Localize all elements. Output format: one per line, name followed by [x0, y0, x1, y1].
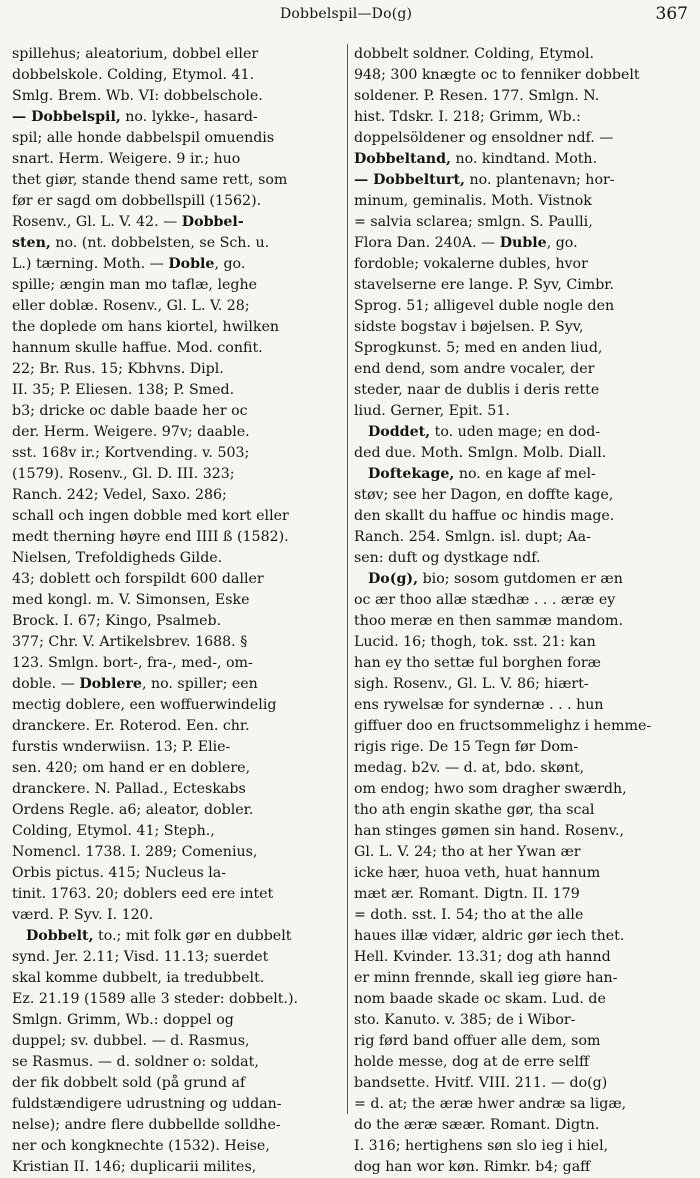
text-run: med kongl. m. V. Simonsen, Eske — [12, 592, 250, 608]
text-run: dog han wor køn. Rimkr. b4; gaff — [354, 1159, 591, 1175]
text-run: om endog; hwo som dragher swærdh, — [354, 781, 627, 797]
text-run: sigh. Rosenv., Gl. L. V. 86; hiært- — [354, 676, 589, 692]
text-line — [12, 632, 342, 653]
text-line — [354, 485, 688, 506]
left-column — [12, 44, 342, 1178]
text-run: 377; Chr. V. Artikelsbrev. 1688. § — [12, 634, 248, 650]
text-run: Hell. Kvinder. 13.31; dog ath hannd — [354, 949, 611, 965]
text-line — [12, 506, 342, 527]
text-line — [354, 380, 688, 401]
text-run: doble. — — [12, 676, 80, 692]
text-run: spillehus; aleatorium, dobbel eller — [12, 46, 259, 62]
text-run: no. (nt. dobbelsten, se Sch. u. — [50, 235, 270, 251]
text-line — [354, 401, 688, 422]
text-line — [354, 170, 688, 191]
text-line — [354, 254, 688, 275]
text-line — [12, 338, 342, 359]
text-line — [354, 863, 688, 884]
text-run: Ordens Regle. a6; aleator, dobler. — [12, 802, 254, 818]
text-line — [12, 233, 342, 254]
text-run: 22; Br. Rus. 15; Kbhvns. Dipl. — [12, 361, 224, 377]
text-run: dobbelskole. Colding, Etymol. 41. — [12, 67, 255, 83]
text-line — [12, 968, 342, 989]
text-line — [354, 527, 688, 548]
text-run: sen: duft og dystkage ndf. — [354, 550, 541, 566]
text-line — [12, 1115, 342, 1136]
text-line — [12, 842, 342, 863]
text-run: sst. 168v ir.; Kortvending. v. 503; — [12, 445, 250, 461]
text-run: der fik dobbelt sold (på grund af — [12, 1075, 246, 1091]
text-line — [354, 548, 688, 569]
text-line — [12, 569, 342, 590]
text-run: se Rasmus. — d. soldner o: soldat, — [12, 1054, 259, 1070]
text-line — [12, 107, 342, 128]
text-run: ner och kongknechte (1532). Heise, — [12, 1138, 270, 1154]
text-line — [12, 548, 342, 569]
text-line — [12, 44, 342, 65]
text-run: 948; 300 knægte oc to fenniker dobbelt — [354, 67, 640, 83]
text-run: rig førd band offuer alle dem, som — [354, 1033, 601, 1049]
text-run: 43; doblett och forspildt 600 daller — [12, 571, 264, 587]
text-run: = doth. sst. I. 54; tho at the alle — [354, 907, 584, 923]
text-line — [354, 443, 688, 464]
text-line — [354, 296, 688, 317]
text-run: end dend, som andre vocaler, der — [354, 361, 595, 377]
text-run: no. lykke-, hasard- — [120, 109, 258, 125]
text-line — [354, 947, 688, 968]
text-run: L.) tærning. Moth. — — [12, 256, 169, 272]
text-line — [12, 212, 342, 233]
text-line — [354, 611, 688, 632]
text-line — [354, 800, 688, 821]
text-line — [354, 674, 688, 695]
text-line — [354, 128, 688, 149]
text-line — [354, 716, 688, 737]
headword: Doble — [168, 256, 215, 272]
text-line — [354, 569, 688, 590]
text-line — [12, 1052, 342, 1073]
text-line — [12, 800, 342, 821]
text-line — [354, 590, 688, 611]
text-run: Nielsen, Trefoldigheds Gilde. — [12, 550, 223, 566]
text-run: sto. Kanuto. v. 385; de i Wibor- — [354, 1012, 576, 1028]
text-line — [354, 737, 688, 758]
headword: — Dobbelturt, — [354, 172, 465, 188]
text-line — [12, 254, 342, 275]
text-run: før er sagd om dobbellspill (1562). — [12, 193, 262, 209]
text-line — [354, 905, 688, 926]
text-line — [354, 1136, 688, 1157]
text-run: tho ath engin skathe gør, tha scal — [354, 802, 595, 818]
text-run: rigis rige. De 15 Tegn før Dom- — [354, 739, 579, 755]
text-line — [354, 653, 688, 674]
text-line — [12, 128, 342, 149]
headword: — Dobbelspil, — [12, 109, 121, 125]
text-line — [12, 1094, 342, 1115]
text-line — [12, 1157, 342, 1178]
text-line — [354, 926, 688, 947]
text-run: soldener. P. Resen. 177. Smlgn. N. — [354, 88, 600, 104]
text-line — [354, 191, 688, 212]
text-run: icke hær, huoa veth, huat hannum — [354, 865, 601, 881]
text-run: mæt ær. Romant. Digtn. II. 179 — [354, 886, 580, 902]
text-run: giffuer doo en fructsommelighz i hemme- — [354, 718, 652, 734]
text-line — [354, 1094, 688, 1115]
text-line — [12, 527, 342, 548]
text-line — [12, 926, 342, 947]
text-line — [354, 275, 688, 296]
text-run: = d. at; the æræ hwer andræ sa ligæ, — [354, 1096, 627, 1112]
text-run: hannum skulle haffue. Mod. confit. — [12, 340, 263, 356]
text-run: bandsette. Hvitf. VIII. 211. — do(g) — [354, 1075, 608, 1091]
right-column — [354, 44, 688, 1178]
text-run: to. uden mage; en dod- — [430, 424, 601, 440]
text-run: the doplede om hans kiortel, hwilken — [12, 319, 279, 335]
headword: Dobbel- — [181, 214, 244, 230]
text-line — [12, 296, 342, 317]
text-run: hist. Tdskr. I. 218; Grimm, Wb.: — [354, 109, 581, 125]
text-line — [354, 695, 688, 716]
text-line — [354, 149, 688, 170]
text-line — [12, 653, 342, 674]
text-line — [12, 149, 342, 170]
text-line — [12, 905, 342, 926]
text-line — [12, 716, 342, 737]
headword: Dobbelt, — [26, 928, 94, 944]
text-line — [12, 863, 342, 884]
column-divider — [347, 44, 348, 1114]
text-run: fordoble; vokalerne dubles, hvor — [354, 256, 588, 272]
text-run: spille; ængin man mo taflæ, leghe — [12, 277, 257, 293]
text-run: (1579). Rosenv., Gl. D. III. 323; — [12, 466, 235, 482]
text-run: han ey tho settæ ful borghen foræ — [354, 655, 601, 671]
text-run: Brock. I. 67; Kingo, Psalmeb. — [12, 613, 222, 629]
text-run: synd. Jer. 2.11; Visd. 11.13; suerdet — [12, 949, 269, 965]
text-run: haues illæ vidær, aldric gør iech thet. — [354, 928, 625, 944]
page-number: 367 — [655, 4, 688, 24]
text-line — [354, 506, 688, 527]
text-run: stavelserne ere lange. P. Syv, Cimbr. — [354, 277, 615, 293]
text-line — [12, 464, 342, 485]
text-run: spil; alle honde dabbelspil omuendis — [12, 130, 275, 146]
headword: sten, — [12, 235, 51, 251]
headword: Doddet, — [368, 424, 431, 440]
text-line — [354, 86, 688, 107]
text-run: sen. 420; om hand er en doblere, — [12, 760, 251, 776]
text-run: II. 35; P. Eliesen. 138; P. Smed. — [12, 382, 235, 398]
text-run: , no. spiller; een — [141, 676, 258, 692]
text-line — [354, 884, 688, 905]
text-line — [354, 1031, 688, 1052]
text-line — [354, 107, 688, 128]
text-run: dranckere. N. Pallad., Ecteskabs — [12, 781, 246, 797]
text-line — [12, 317, 342, 338]
text-line — [354, 1115, 688, 1136]
text-run: , go. — [214, 256, 246, 272]
text-line — [12, 737, 342, 758]
text-run: Flora Dan. 240A. — — [354, 235, 500, 251]
text-run: Orbis pictus. 415; Nucleus la- — [12, 865, 227, 881]
text-run: nelse); andre flere dubbellde solldhe- — [12, 1117, 281, 1133]
text-run: der. Herm. Weigere. 97v; daable. — [12, 424, 250, 440]
text-run: minum, geminalis. Moth. Vistnok — [354, 193, 592, 209]
text-run: støv; see her Dagon, en doffte kage, — [354, 487, 614, 503]
text-run: Sprogkunst. 5; med en anden liud, — [354, 340, 603, 356]
text-run: no. en kage af mel- — [454, 466, 596, 482]
text-run: ded due. Moth. Smlgn. Molb. Diall. — [354, 445, 607, 461]
text-line — [12, 380, 342, 401]
text-line — [12, 65, 342, 86]
text-line — [12, 86, 342, 107]
text-run: furstis wnderwiisn. 13; P. Elie- — [12, 739, 231, 755]
text-run: schall och ingen dobble med kort eller — [12, 508, 289, 524]
headword: Doblere — [79, 676, 142, 692]
text-line — [354, 1157, 688, 1178]
text-line — [354, 65, 688, 86]
text-run: Sprog. 51; alligevel duble nogle den — [354, 298, 615, 314]
text-line — [12, 401, 342, 422]
text-line — [12, 821, 342, 842]
text-run: doppelsöldener og ensoldner ndf. — — [354, 130, 614, 146]
text-line — [12, 590, 342, 611]
text-run: Smlg. Brem. Wb. VI: dobbelschole. — [12, 88, 263, 104]
text-line — [354, 422, 688, 443]
text-line — [12, 989, 342, 1010]
text-run: I. 316; hertighens søn slo ieg i hiel, — [354, 1138, 609, 1154]
text-line — [12, 758, 342, 779]
text-run: Rosenv., Gl. L. V. 42. — — [12, 214, 182, 230]
text-line — [354, 1052, 688, 1073]
text-run: bio; sosom gutdomen er æn — [418, 571, 623, 587]
text-run: nom baade skade oc skam. Lud. de — [354, 991, 606, 1007]
text-line — [12, 947, 342, 968]
text-run: holde messe, dog at de erre selff — [354, 1054, 590, 1070]
text-line — [12, 443, 342, 464]
text-run: 123. Smlgn. bort-, fra-, med-, om- — [12, 655, 253, 671]
text-run: Lucid. 16; thogh, tok. sst. 21: kan — [354, 634, 596, 650]
text-line — [354, 464, 688, 485]
text-run: mectig doblere, een woffuerwindelig — [12, 697, 277, 713]
text-run: skal komme dubbelt, ia tredubbelt. — [12, 970, 265, 986]
text-run: thoo meræ en then sammæ mandom. — [354, 613, 623, 629]
text-run: , go. — [546, 235, 578, 251]
text-line — [354, 359, 688, 380]
text-run: steder, naar de dublis i deris rette — [354, 382, 600, 398]
text-run: b3; dricke oc dable baade her oc — [12, 403, 248, 419]
running-head: Dobbelspil—Do(g) — [280, 6, 413, 22]
text-run: sidste bogstav i bøjelsen. P. Syv, — [354, 319, 584, 335]
text-run: = salvia sclarea; smlgn. S. Paulli, — [354, 214, 593, 230]
text-line — [12, 275, 342, 296]
text-run: medag. b2v. — d. at, bdo. skønt, — [354, 760, 585, 776]
text-run: no. plantenavn; hor- — [465, 172, 615, 188]
text-line — [12, 485, 342, 506]
text-run: oc ær thoo allæ stædhæ . . . æræ ey — [354, 592, 616, 608]
text-line — [354, 212, 688, 233]
text-run: no. kindtand. Moth. — [450, 151, 598, 167]
text-line — [12, 422, 342, 443]
text-line — [354, 758, 688, 779]
text-run: Ranch. 242; Vedel, Saxo. 286; — [12, 487, 227, 503]
text-run: Smlgn. Grimm, Wb.: doppel og — [12, 1012, 234, 1028]
text-line — [354, 842, 688, 863]
text-line — [354, 821, 688, 842]
text-line — [354, 1073, 688, 1094]
text-run: ens rywelsæ for syndernæ . . . hun — [354, 697, 604, 713]
text-line — [12, 674, 342, 695]
text-run: Ez. 21.19 (1589 alle 3 steder: dobbelt.). — [12, 991, 299, 1007]
text-run: Colding, Etymol. 41; Steph., — [12, 823, 215, 839]
text-line — [12, 1073, 342, 1094]
text-run: værd. P. Syv. I. 120. — [12, 907, 154, 923]
text-line — [354, 779, 688, 800]
text-run: to.; mit folk gør en dubbelt — [93, 928, 292, 944]
text-line — [12, 884, 342, 905]
text-line — [12, 359, 342, 380]
text-run: er minn frennde, skall ieg giøre han- — [354, 970, 618, 986]
text-run: fuldstændigere udrustning og uddan- — [12, 1096, 282, 1112]
text-run: dobbelt soldner. Colding, Etymol. — [354, 46, 595, 62]
text-line — [12, 170, 342, 191]
headword: Duble — [499, 235, 547, 251]
text-line — [354, 338, 688, 359]
text-run: duppel; sv. dubbel. — d. Rasmus, — [12, 1033, 250, 1049]
text-run: snart. Herm. Weigere. 9 ir.; huo — [12, 151, 241, 167]
text-run: thet giør, stande thend same rett, som — [12, 172, 288, 188]
text-run: eller doblæ. Rosenv., Gl. L. V. 28; — [12, 298, 250, 314]
text-run: tinit. 1763. 20; doblers eed ere intet — [12, 886, 274, 902]
headword: Dobbeltand, — [354, 151, 451, 167]
text-line — [354, 44, 688, 65]
text-run: liud. Gerner, Epit. 51. — [354, 403, 510, 419]
text-line — [354, 968, 688, 989]
text-line — [12, 1136, 342, 1157]
text-run: do the æræ sæær. Romant. Digtn. — [354, 1117, 600, 1133]
text-line — [354, 1010, 688, 1031]
text-line — [12, 695, 342, 716]
headword: Doftekage, — [368, 466, 455, 482]
text-run: Ranch. 254. Smlgn. isl. dupt; Aa- — [354, 529, 591, 545]
text-line — [12, 779, 342, 800]
text-line — [354, 989, 688, 1010]
text-run: han stinges gømen sin hand. Rosenv., — [354, 823, 624, 839]
text-run: Gl. L. V. 24; tho at her Ywan ær — [354, 844, 581, 860]
text-line — [12, 1031, 342, 1052]
headword: Do(g), — [368, 571, 419, 587]
text-run: den skallt du haffue oc hindis mage. — [354, 508, 615, 524]
text-line — [354, 317, 688, 338]
text-line — [354, 233, 688, 254]
text-run: Kristian II. 146; duplicarii milites, — [12, 1159, 257, 1175]
text-line — [12, 611, 342, 632]
text-line — [12, 191, 342, 212]
text-run: Nomencl. 1738. I. 289; Comenius, — [12, 844, 258, 860]
text-line — [354, 632, 688, 653]
text-run: dranckere. Er. Roterod. Een. chr. — [12, 718, 250, 734]
text-run: medt therning høyre end IIII ß (1582). — [12, 529, 289, 545]
text-line — [12, 1010, 342, 1031]
